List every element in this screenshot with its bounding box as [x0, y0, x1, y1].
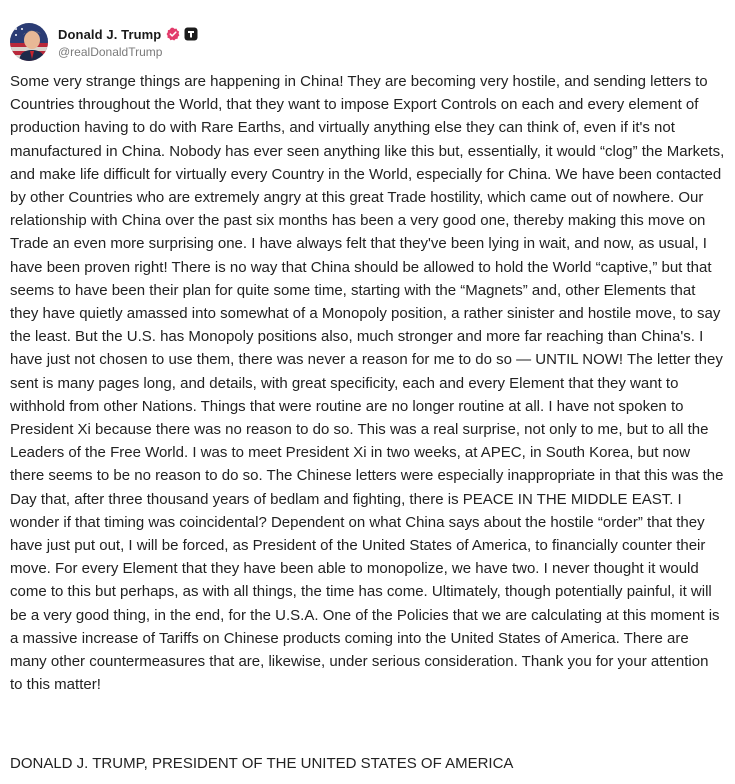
- author-info: [58, 25, 198, 59]
- platform-badge-icon: [184, 27, 198, 41]
- post-signature: DONALD J. TRUMP, PRESIDENT OF THE UNITED STATES OF AMERICA: [10, 755, 514, 772]
- author-display-name[interactable]: Donald J. Trump: [58, 26, 162, 42]
- post-body-text: Some very strange things are happening in China! They are becoming very hostile, and sending letters to Countries throughout the World, that they want to impose Export Controls on each and every element of production having to do with Rare Earths, and virtually anything else they can think of, even if it's not manufactured in China. Nobody has ever seen anything like this but, essentially, it would “clog” the Markets, and make life difficult for virtually every Country in the World, especially for China. We have been contacted by other Countries who are extremely angry at this great Trade hostility, which came out of nowhere. Our relationship with China over the past six months has been a very good one, thereby making this move on Trade an even more surprising one. I have always felt that they've been lying in wait, and now, as usual, I have been proven right! There is no way that China should be allowed to hold the World “captive,” but that seems to have been their plan for quite some time, starting with the “Magnets” and, other Elements that they have quietly amassed into somewhat of a Monopoly position, a rather sinister and hostile move, to say the least. But the U.S. has Monopoly positions also, much stronger and more far reaching than China's. I have just not chosen to use them, there was never a reason for me to do so — UNTIL NOW! The letter they sent is many pages long, and details, with great specificity, each and every Element that they want to withhold from other Nations. Things that were routine are no longer routine at all. I have not spoken to President Xi because there was no reason to do so. This was a real surprise, not only to me, but to all the Leaders of the Free World. I was to meet President Xi in two weeks, at APEC, in South Korea, but now there seems to be no reason to do so. The Chinese letters were especially inappropriate in that this was the Day that, after three thousand years of bedlam and fighting, there is PEACE IN THE MIDDLE EAST. I wonder if that timing was coincidental? Dependent on what China says about the hostile “order” that they have just put out, I will be forced, as President of the United States of America, to financially counter their move. For every Element that they have been able to monopolize, we have two. I never thought it would come to this but perhaps, as with all things, the time has come. Ultimately, though potentially painful, it will be a very good thing, in the end, for the U.S.A. One of the Policies that we are calculating at this moment is a massive increase of Tariffs on Chinese products coming into the United States of America. There are many other countermeasures that are, likewise, under serious consideration. Thank you for your attention to this matter!: [10, 73, 729, 694]
- avatar-photo-icon: [10, 23, 48, 61]
- post-header: [10, 22, 198, 62]
- avatar[interactable]: [10, 23, 48, 61]
- verified-check-icon: [166, 27, 180, 41]
- name-row: [58, 25, 198, 43]
- author-handle[interactable]: @realDonaldTrump: [58, 45, 163, 59]
